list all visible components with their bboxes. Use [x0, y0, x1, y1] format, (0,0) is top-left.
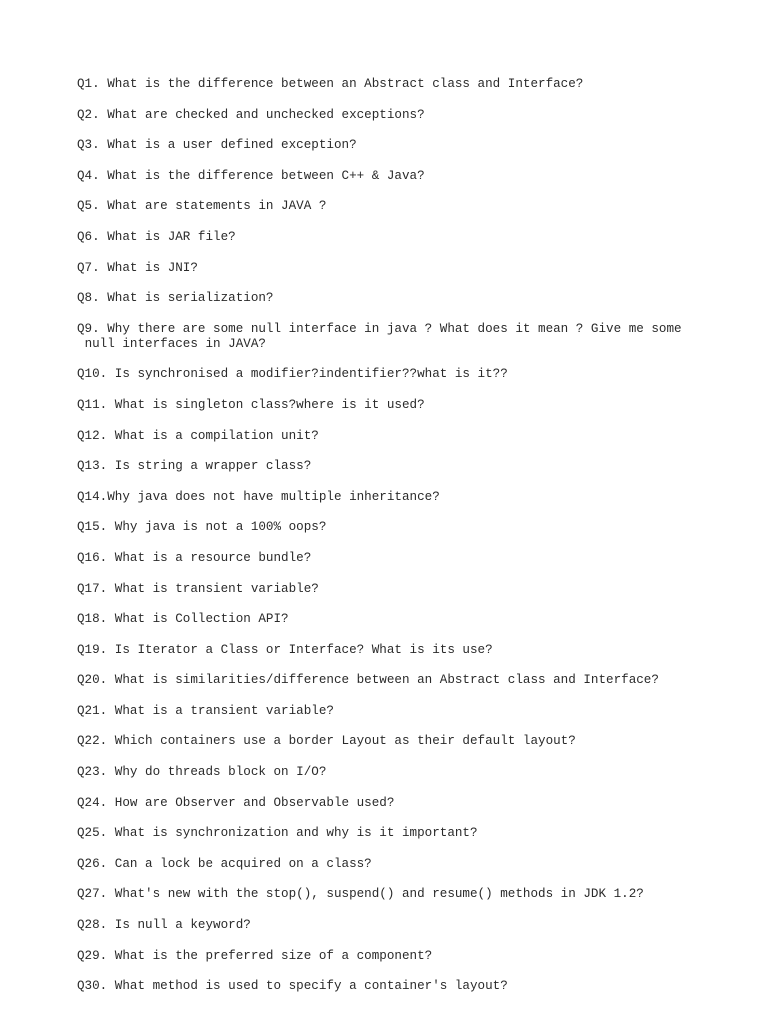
question-item: Q28. Is null a keyword? — [77, 918, 251, 933]
question-item: Q17. What is transient variable? — [77, 581, 319, 596]
question-list — [77, 77, 717, 1010]
question-item: Q4. What is the difference between C++ & Java? — [77, 168, 425, 183]
question-item: Q15. Why java is not a 100% oops? — [77, 520, 327, 535]
question-item: Q5. What are statements in JAVA ? — [77, 199, 327, 214]
question-item: Q27. What's new with the stop(), suspend() and resume() methods in JDK 1.2? — [77, 887, 644, 902]
question-item: Q16. What is a resource bundle? — [77, 550, 312, 565]
question-item: Q12. What is a compilation unit? — [77, 428, 319, 443]
question-item: Q30. What method is used to specify a container's layout? — [77, 979, 508, 994]
question-item: Q3. What is a user defined exception? — [77, 138, 357, 153]
question-item: Q25. What is synchronization and why is it important? — [77, 826, 478, 841]
question-item: Q20. What is similarities/difference between an Abstract class and Interface? — [77, 673, 659, 688]
question-item: Q6. What is JAR file? — [77, 229, 236, 244]
question-item: Q9. Why there are some null interface in java ? What does it mean ? Give me some null interfaces in JAVA? — [77, 321, 682, 351]
question-item: Q18. What is Collection API? — [77, 612, 289, 627]
question-item: Q11. What is singleton class?where is it used? — [77, 397, 425, 412]
question-item: Q2. What are checked and unchecked exceptions? — [77, 107, 425, 122]
question-item: Q10. Is synchronised a modifier?indentifier??what is it?? — [77, 367, 508, 382]
question-item: Q7. What is JNI? — [77, 260, 198, 275]
question-item: Q8. What is serialization? — [77, 291, 274, 306]
question-item: Q21. What is a transient variable? — [77, 703, 334, 718]
question-item: Q1. What is the difference between an Abstract class and Interface? — [77, 77, 584, 91]
question-item: Q29. What is the preferred size of a component? — [77, 948, 433, 963]
question-item: Q14.Why java does not have multiple inheritance? — [77, 489, 440, 504]
question-item: Q24. How are Observer and Observable used? — [77, 795, 395, 810]
question-item: Q26. Can a lock be acquired on a class? — [77, 856, 372, 871]
question-item: Q22. Which containers use a border Layout as their default layout? — [77, 734, 576, 749]
question-item: Q13. Is string a wrapper class? — [77, 459, 312, 474]
question-item: Q19. Is Iterator a Class or Interface? What is its use? — [77, 642, 493, 657]
question-item: Q23. Why do threads block on I/O? — [77, 765, 327, 780]
